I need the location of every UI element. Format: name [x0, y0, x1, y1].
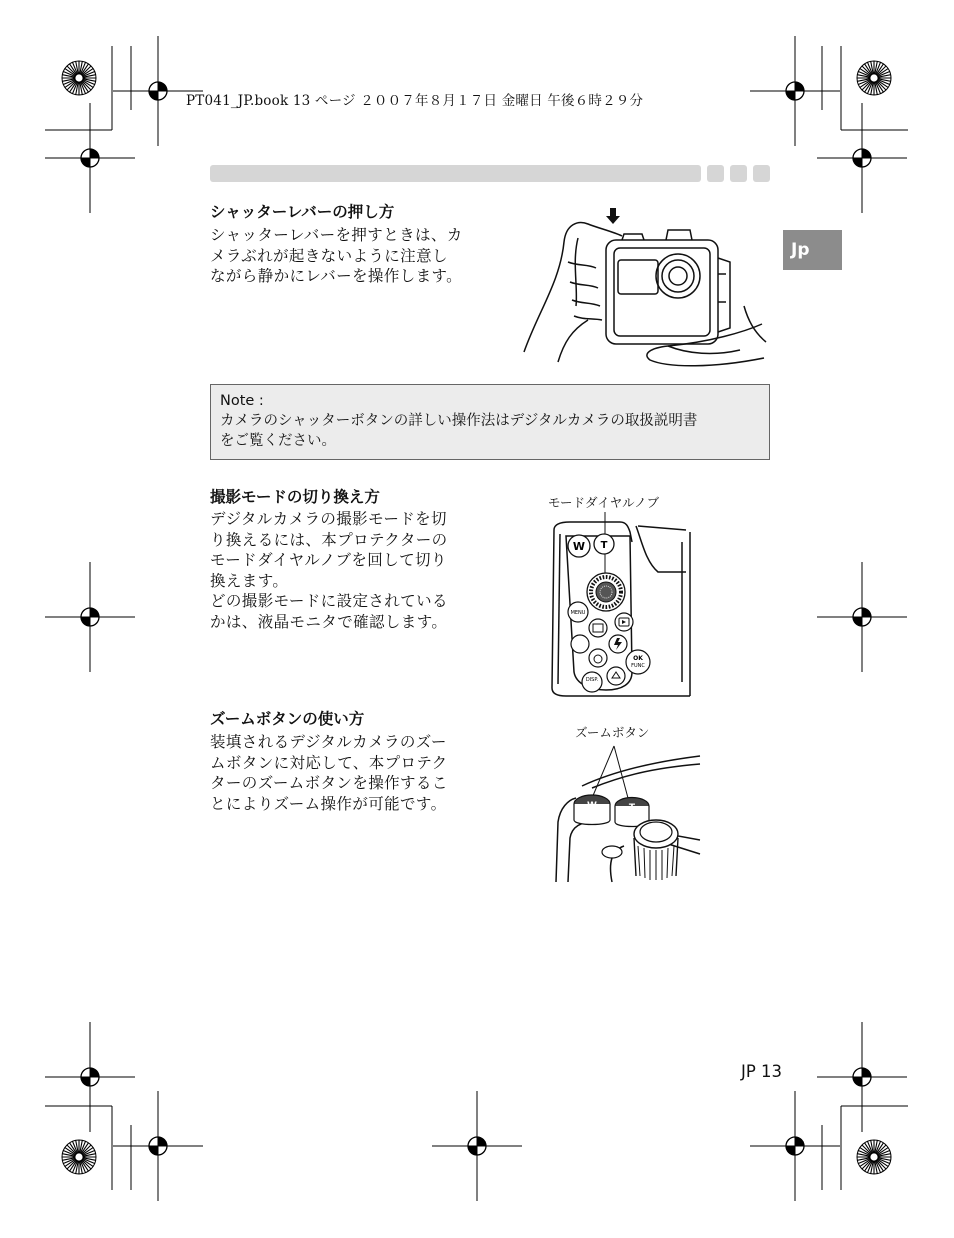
note-label: Note :	[220, 393, 264, 409]
section-rule	[210, 165, 701, 182]
note-box	[210, 384, 770, 460]
func-button: FUNC	[631, 663, 645, 669]
page-number: JP 13	[741, 1062, 783, 1081]
mode-dial-caption: モードダイヤルノブ	[548, 495, 660, 510]
ok-button: OK	[633, 655, 643, 662]
zoom-button-text: 装填されるデジタルカメラのズー ムボタンに対応して、本プロテク ターのズームボタンを操作するこ とによりズーム操作が可能です。	[210, 733, 448, 813]
zoom-button-caption: ズームボタン	[575, 725, 650, 740]
zoom-button-illustration	[552, 742, 702, 882]
rule-square-3	[753, 165, 770, 182]
zoom-t-button: T	[628, 803, 636, 813]
note-line-1: カメラのシャッターボタンの詳しい操作法はデジタルカメラの取扱説明書	[220, 413, 698, 429]
shooting-mode-text: デジタルカメラの撮影モードを切 り換えるには、本プロテクターの モードダイヤルノブを回して切り 換えます。 どの撮影モードに設定されている かは、液晶モニタで確認します。	[210, 510, 448, 631]
shutter-lever-illustration	[518, 202, 778, 382]
menu-button: MENU	[570, 610, 586, 616]
disp-button: DISP.	[585, 677, 599, 683]
mode-t-button: T	[600, 540, 608, 551]
book-header-line: PT041_JP.book 13 ページ ２００７年８月１７日 金曜日 午後６時２９分	[186, 93, 644, 109]
zoom-w-button: W	[587, 801, 597, 811]
mode-w-button: W	[572, 540, 586, 553]
shutter-lever-heading: シャッターレバーの押し方	[210, 203, 395, 221]
zoom-button-heading: ズームボタンの使い方	[210, 710, 365, 728]
shutter-lever-text: シャッターレバーを押すときは、カ メラぶれが起きないように注意し ながら静かにレバーを操作します。	[210, 226, 463, 285]
mode-dial-illustration	[546, 512, 696, 702]
rule-square-1	[707, 165, 724, 182]
rule-square-2	[730, 165, 747, 182]
shooting-mode-heading: 撮影モードの切り換え方	[210, 488, 380, 506]
note-line-2: をご覧ください。	[220, 433, 336, 449]
language-tab: Jp	[783, 230, 842, 270]
